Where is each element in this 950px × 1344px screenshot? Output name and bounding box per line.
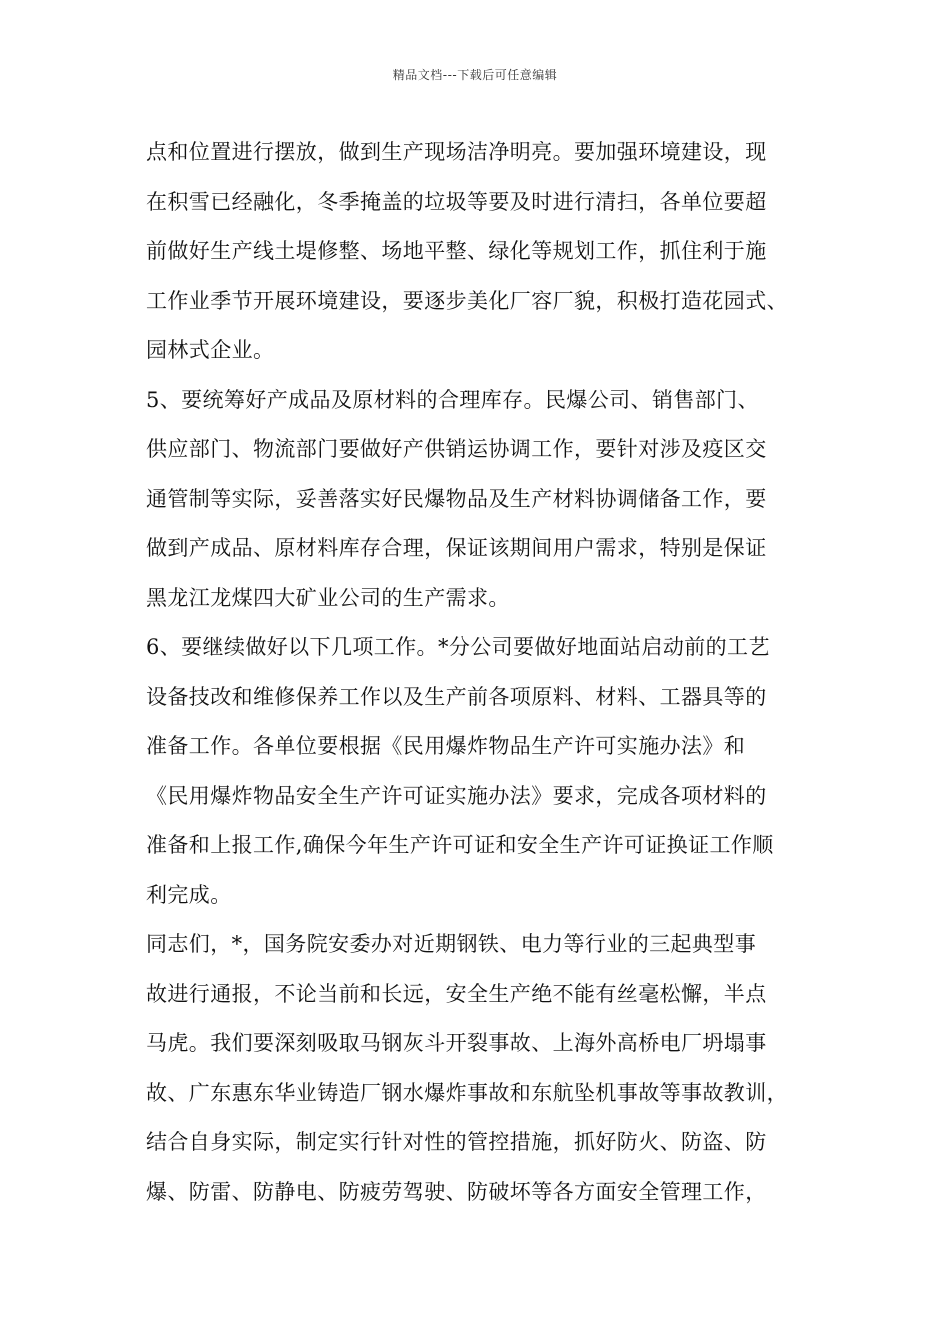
text-line: 准备工作。各单位要根据《民用爆炸物品生产许可实施办法》和 bbox=[146, 734, 746, 758]
text-line: 黑龙江龙煤四大矿业公司的生产需求。 bbox=[146, 585, 510, 610]
text-line: 前做好生产线土堤修整、场地平整、绿化等规划工作，抓住利于施 bbox=[146, 239, 767, 263]
text-line: 结合自身实际，制定实行针对性的管控措施，抓好防火、防盗、防 bbox=[146, 1130, 767, 1154]
text-line: 马虎。我们要深刻吸取马钢灰斗开裂事故、上海外高桥电厂坍塌事 bbox=[146, 1031, 767, 1055]
text-line: 通管制等实际，妥善落实好民爆物品及生产材料协调储备工作，要 bbox=[146, 486, 767, 511]
document-body bbox=[146, 128, 826, 1217]
text-line: 工作业季节开展环境建设，要逐步美化厂容厂貌，积极打造花园式、 bbox=[146, 288, 788, 313]
text-line: 设备技改和维修保养工作以及生产前各项原料、材料、工器具等的 bbox=[146, 684, 767, 709]
page-header: 精品文档---下载后可任意编辑 bbox=[392, 68, 558, 82]
text-line: 《民用爆炸物品安全生产许可证实施办法》要求，完成各项材料的 bbox=[146, 783, 767, 808]
text-line: 在积雪已经融化，冬季掩盖的垃圾等要及时进行清扫，各单位要超 bbox=[146, 189, 767, 214]
text-line: 5、要统筹好产成品及原材料的合理库存。民爆公司、销售部门、 bbox=[146, 387, 759, 412]
text-line: 点和位置进行摆放，做到生产现场洁净明亮。要加强环境建设，现 bbox=[146, 140, 767, 164]
text-line: 准备和上报工作,确保今年生产许可证和安全生产许可证换证工作顺 bbox=[146, 833, 774, 857]
text-line: 爆、防雷、防静电、防疲劳驾驶、防破坏等各方面安全管理工作， bbox=[146, 1179, 767, 1204]
text-line: 6、要继续做好以下几项工作。*分公司要做好地面站启动前的工艺 bbox=[146, 635, 770, 659]
text-line: 园林式企业。 bbox=[146, 338, 275, 362]
text-line: 故、广东惠东华业铸造厂钢水爆炸事故和东航坠机事故等事故教训， bbox=[146, 1080, 788, 1105]
text-line: 供应部门、物流部门要做好产供销运协调工作，要针对涉及疫区交 bbox=[146, 437, 767, 461]
text-line: 做到产成品、原材料库存合理，保证该期间用户需求，特别是保证 bbox=[146, 536, 767, 560]
text-line: 利完成。 bbox=[146, 882, 232, 907]
text-line: 同志们，*，国务院安委办对近期钢铁、电力等行业的三起典型事 bbox=[146, 932, 757, 956]
text-line: 故进行通报，不论当前和长远，安全生产绝不能有丝毫松懈，半点 bbox=[146, 981, 767, 1006]
